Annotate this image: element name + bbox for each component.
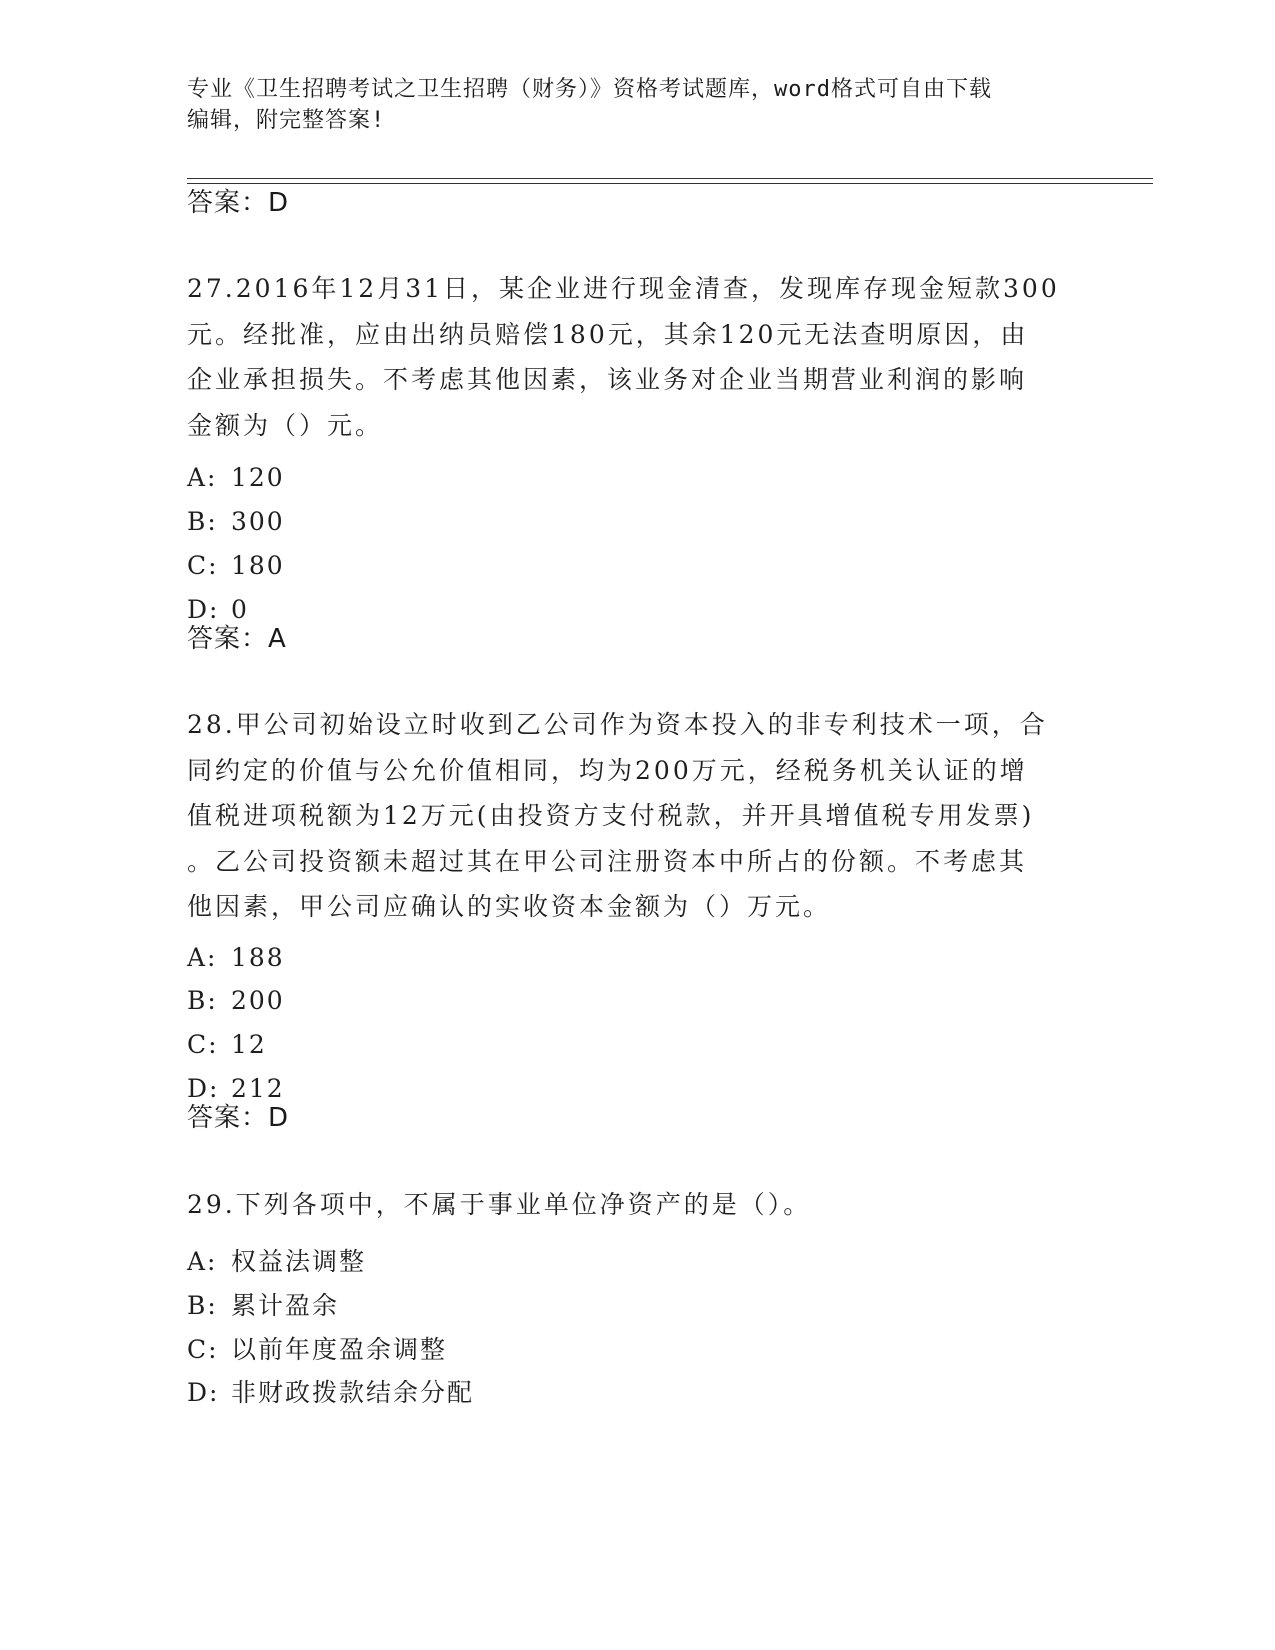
option-letter: D: xyxy=(187,595,220,624)
question-line: 金额为（）元。 xyxy=(187,410,384,440)
question-line: 29.下列各项中，不属于事业单位净资产的是（）。 xyxy=(187,1190,812,1219)
option-letter: A: xyxy=(187,943,218,972)
answer-28: 答案：D xyxy=(187,1103,290,1133)
option-text: 188 xyxy=(231,943,285,972)
option-text: 12 xyxy=(231,1030,267,1059)
question-27 xyxy=(187,266,1087,448)
question-line: 27.2016年12月31日，某企业进行现金清查，发现库存现金短款300 xyxy=(187,274,1060,303)
question-line: 。乙公司投资额未超过其在甲公司注册资本中所占的份额。不考虑其 xyxy=(187,846,1028,876)
option-letter: C: xyxy=(187,1030,219,1059)
question-line: 值税进项税额为12万元(由投资方支付税款，并开具增值税专用发票) xyxy=(187,801,1035,830)
option-letter: D: xyxy=(187,1074,220,1103)
option-c xyxy=(187,1030,267,1060)
option-b xyxy=(187,986,285,1016)
answer-27: 答案：A xyxy=(187,624,287,654)
option-text: 权益法调整 xyxy=(231,1247,367,1276)
option-text: 非财政拨款结余分配 xyxy=(231,1378,475,1407)
header-rule-bottom xyxy=(187,183,1153,184)
option-letter: A: xyxy=(187,1247,218,1276)
option-letter: B: xyxy=(187,1291,218,1320)
option-text: 212 xyxy=(231,1074,285,1103)
option-c xyxy=(187,551,285,581)
question-29 xyxy=(187,1182,1087,1228)
option-letter: B: xyxy=(187,507,218,536)
question-line: 元。经批准，应由出纳员赔偿180元，其余120元无法查明原因，由 xyxy=(187,319,1029,349)
answer-previous: 答案：D xyxy=(187,188,290,218)
option-text: 累计盈余 xyxy=(231,1291,340,1320)
option-b xyxy=(187,507,285,537)
question-line: 企业承担损失。不考虑其他因素，该业务对企业当期营业利润的影响 xyxy=(187,365,1028,394)
option-text: 120 xyxy=(231,463,285,492)
option-text: 300 xyxy=(231,507,285,536)
option-text: 0 xyxy=(231,595,249,624)
option-letter: C: xyxy=(187,1335,219,1364)
option-letter: A: xyxy=(187,463,218,492)
option-a xyxy=(187,463,285,493)
document-header xyxy=(187,74,1067,136)
option-a xyxy=(187,943,285,973)
option-b xyxy=(187,1291,339,1321)
option-text: 以前年度盈余调整 xyxy=(231,1335,448,1364)
option-c xyxy=(187,1335,447,1365)
header-line-2: 编辑，附完整答案! xyxy=(187,108,386,133)
option-d xyxy=(187,595,249,625)
question-line: 同约定的价值与公允价值相同，均为200万元，经税务机关认证的增 xyxy=(187,755,1028,785)
option-a xyxy=(187,1247,366,1277)
question-line: 他因素，甲公司应确认的实收资本金额为（）万元。 xyxy=(187,892,832,921)
header-line-1: 专业《卫生招聘考试之卫生招聘（财务）》资格考试题库，word格式可自由下载 xyxy=(187,77,992,102)
option-text: 200 xyxy=(231,986,285,1015)
option-letter: B: xyxy=(187,986,218,1015)
header-rule-top xyxy=(187,178,1153,179)
option-letter: C: xyxy=(187,551,219,580)
question-line: 28.甲公司初始设立时收到乙公司作为资本投入的非专利技术一项，合 xyxy=(187,710,1048,739)
option-text: 180 xyxy=(231,551,285,580)
option-d xyxy=(187,1074,285,1104)
option-letter: D: xyxy=(187,1378,220,1407)
option-d xyxy=(187,1378,474,1408)
question-28 xyxy=(187,702,1087,930)
